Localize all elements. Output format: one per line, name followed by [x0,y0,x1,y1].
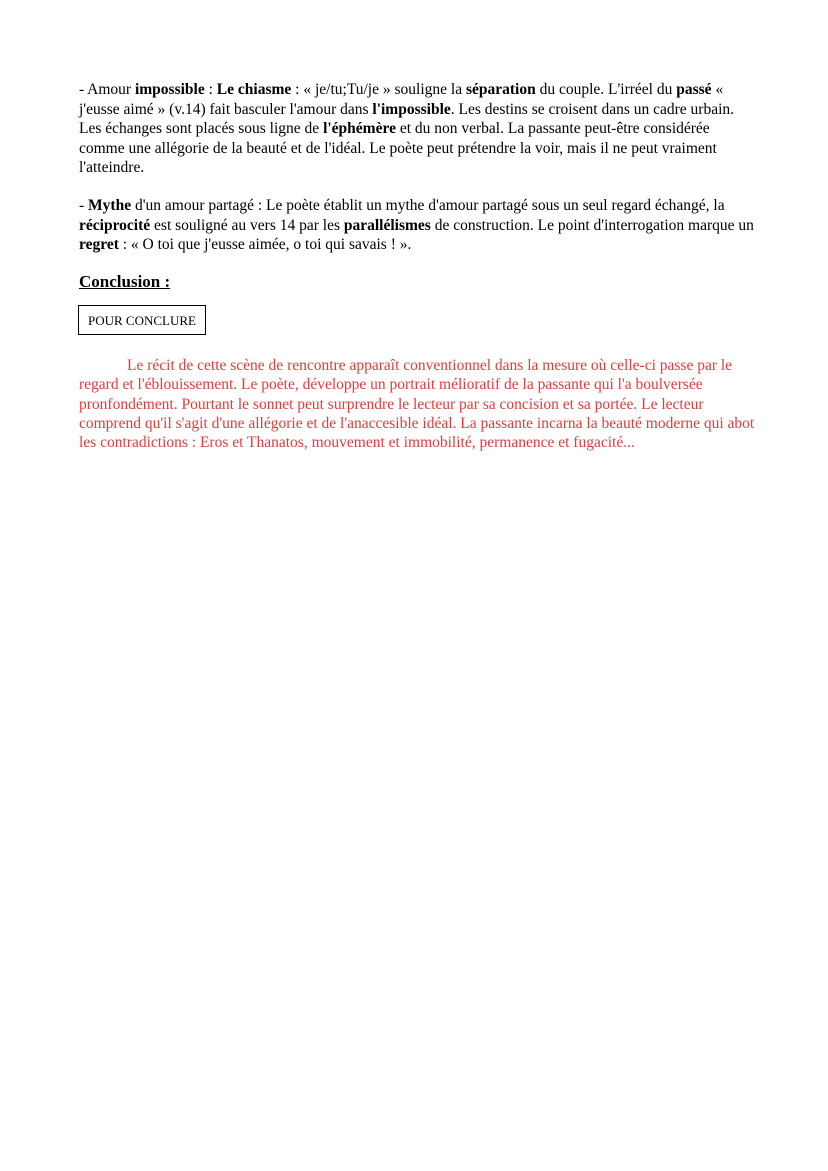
bold-term: séparation [465,81,536,98]
text-run: est souligné au vers 14 par les [150,216,344,234]
bold-term: parallélismes [343,216,431,234]
text-run: et du non verbal. La passante peut-être considérée comme une allégorie de la beauté et de l'idéal. Le poète peut prétendre la voir, mais il ne peut vraiment l'atteindre. [79,120,717,176]
text-run: : « O toi que j'eusse aimée, o toi qui savais ! ». [118,236,412,253]
bold-term: Le chiasme [216,81,292,98]
bold-term: impossible [134,81,205,98]
bold-term: l'éphémère [323,120,396,137]
bold-term: Mythe [88,197,132,214]
paragraph-mythe [79,196,759,255]
text-run: : « je/tu;Tu/je » souligne la [291,81,466,98]
pour-conclure-box: POUR CONCLURE [78,305,206,335]
text-run: . Les destins se croisent dans un cadre urbain. Les échanges sont placés sous ligne de [79,100,735,137]
text-run: - [79,197,89,214]
text-run: : [204,81,217,98]
conclusion-paragraph: Le récit de cette scène de rencontre apparaît conventionnel dans la mesure où celle-ci passe par le regard et l'éblouissement. Le poète, développe un portrait mélioratif de la passante qui l'a boulversée pronfondément. Pourtant le sonnet peut surprendre le lecteur par sa concision et sa portée. Le lecteur comprend qu'il s'agit d'une allégorie et de l'anaccesible idéal. La passante incarna la beauté moderne qui abot les contradictions : Eros et Thanatos, mouvement et immobilité, permanence et fugacité... [79,357,755,452]
bold-term: regret [79,236,119,253]
text-run: d'un amour partagé : Le poète établit un mythe d'amour partagé sous un seul regard échangé, la [131,197,725,214]
bold-term: passé [676,81,712,98]
conclusion-heading: Conclusion : [79,272,171,291]
text-run: « j'eusse aimé » (v.14) fait basculer l'amour dans [79,81,724,118]
text-run: - Amour [79,81,135,98]
text-run: de construction. Le point d'interrogation marque un [430,216,754,234]
bold-term: réciprocité [79,216,151,234]
text-run: du couple. L'irréel du [535,81,677,98]
paragraph-amour-impossible [79,80,759,178]
bold-term: l'impossible [372,100,451,118]
